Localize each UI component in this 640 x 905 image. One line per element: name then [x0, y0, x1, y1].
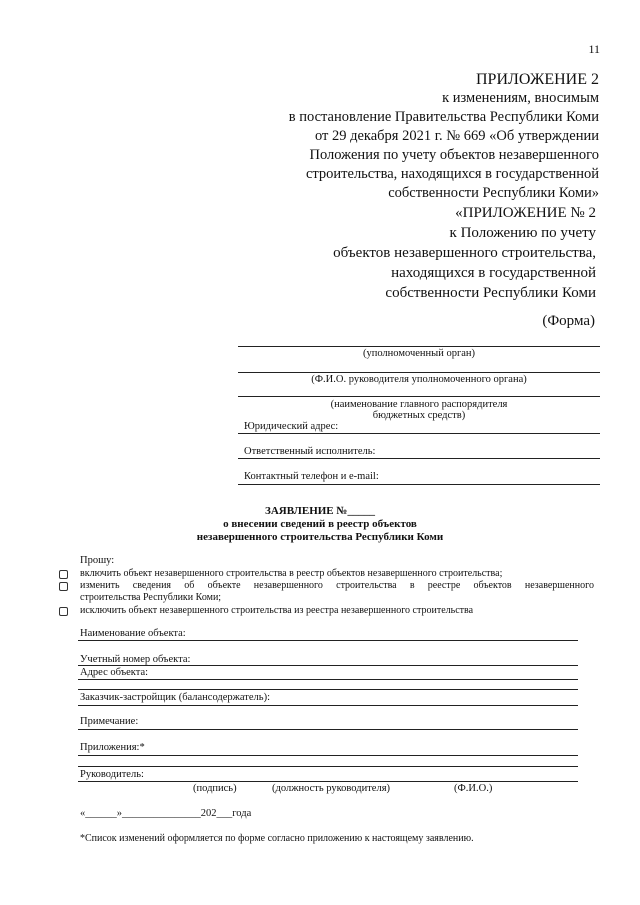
- object-name-line[interactable]: [78, 640, 578, 641]
- head-name-caption: (Ф.И.О. руководителя уполномоченного органа): [311, 374, 527, 385]
- option-include-text: включить объект незавершенного строительства в реестр объектов незавершенного строительства;: [80, 568, 503, 579]
- name-caption: (Ф.И.О.): [454, 783, 493, 794]
- signature-caption: (подпись): [193, 783, 237, 794]
- option-exclude-checkbox[interactable]: [59, 607, 68, 616]
- head-label: Руководитель:: [80, 769, 144, 780]
- appendix-main-line: к изменениям, вносимым: [442, 90, 599, 106]
- appendix-sub: [333, 203, 596, 303]
- note-line[interactable]: [78, 729, 578, 730]
- developer-label: Заказчик-застройщик (балансодержатель):: [80, 692, 270, 703]
- head-top-line: [78, 766, 578, 767]
- appendix-main-line: в постановление Правительства Республики Коми: [288, 109, 599, 125]
- object-address-line[interactable]: [78, 679, 578, 680]
- appendix-main: [289, 70, 599, 203]
- appendix-sub-line: к Положению по учету: [449, 225, 596, 241]
- account-number-line[interactable]: [78, 665, 578, 666]
- authorized-body-caption: (уполномоченный орган): [362, 348, 476, 359]
- request-label: Прошу:: [80, 555, 115, 566]
- object-name-label: Наименование объекта:: [80, 628, 186, 639]
- option-include-checkbox[interactable]: [59, 570, 68, 579]
- appendix-main-line: Положения по учету объектов незавершенного: [309, 147, 599, 163]
- option-change-checkbox[interactable]: [59, 582, 68, 591]
- appendix-sub-title: «ПРИЛОЖЕНИЕ № 2: [455, 205, 596, 221]
- authorized-body-line: [238, 346, 600, 347]
- account-number-label: Учетный номер объекта:: [80, 654, 191, 665]
- appendix-sub-line: находящихся в государственной: [391, 265, 596, 281]
- contact-line: [238, 484, 600, 485]
- footnote: *Список изменений оформляется по форме согласно приложению к настоящему заявлению.: [80, 833, 474, 844]
- attachments-line[interactable]: [78, 755, 578, 756]
- option-exclude-text: исключить объект незавершенного строительства из реестра незавершенного строительства: [80, 605, 474, 616]
- statement-title: ЗАЯВЛЕНИЕ №_____: [265, 505, 375, 517]
- option-change-text: изменить сведения об объекте незавершенного строительства в реестре объектов незавершенного: [80, 580, 594, 591]
- appendix-sub-line: объектов незавершенного строительства,: [333, 245, 596, 261]
- head-name-line: [238, 372, 600, 373]
- option-change-text-cont: строительства Республики Коми;: [80, 592, 222, 603]
- attachments-label: Приложения:*: [80, 742, 145, 753]
- note-label: Примечание:: [80, 716, 139, 727]
- appendix-main-line: от 29 декабря 2021 г. № 669 «Об утверждении: [314, 128, 599, 144]
- date-line: «______»_______________202___года: [80, 808, 252, 819]
- responsible-label: Ответственный исполнитель:: [244, 446, 376, 457]
- statement-subtitle-1: о внесении сведений в реестр объектов: [223, 518, 417, 530]
- statement-subtitle-2: незавершенного строительства Республики Коми: [196, 531, 444, 543]
- contact-label: Контактный телефон и e-mail:: [244, 471, 379, 482]
- distributor-caption-2: бюджетных средств): [372, 410, 466, 421]
- appendix-main-title: ПРИЛОЖЕНИЕ 2: [475, 71, 599, 88]
- developer-line[interactable]: [78, 705, 578, 706]
- legal-address-label: Юридический адрес:: [244, 421, 339, 432]
- position-caption: (должность руководителя): [272, 783, 391, 794]
- distributor-caption-1: (наименование главного распорядителя: [330, 399, 508, 410]
- distributor-line: [238, 396, 600, 397]
- head-line[interactable]: [78, 781, 578, 782]
- responsible-line: [238, 458, 600, 459]
- appendix-sub-line: собственности Республики Коми: [385, 285, 596, 301]
- form-label: (Форма): [542, 313, 595, 329]
- object-address-label: Адрес объекта:: [80, 667, 149, 678]
- legal-address-line: [238, 433, 600, 434]
- appendix-main-line: строительства, находящихся в государственной: [305, 166, 599, 182]
- appendix-main-line: собственности Республики Коми»: [388, 185, 599, 201]
- developer-top-line: [78, 689, 578, 690]
- page-number: 11: [588, 42, 600, 56]
